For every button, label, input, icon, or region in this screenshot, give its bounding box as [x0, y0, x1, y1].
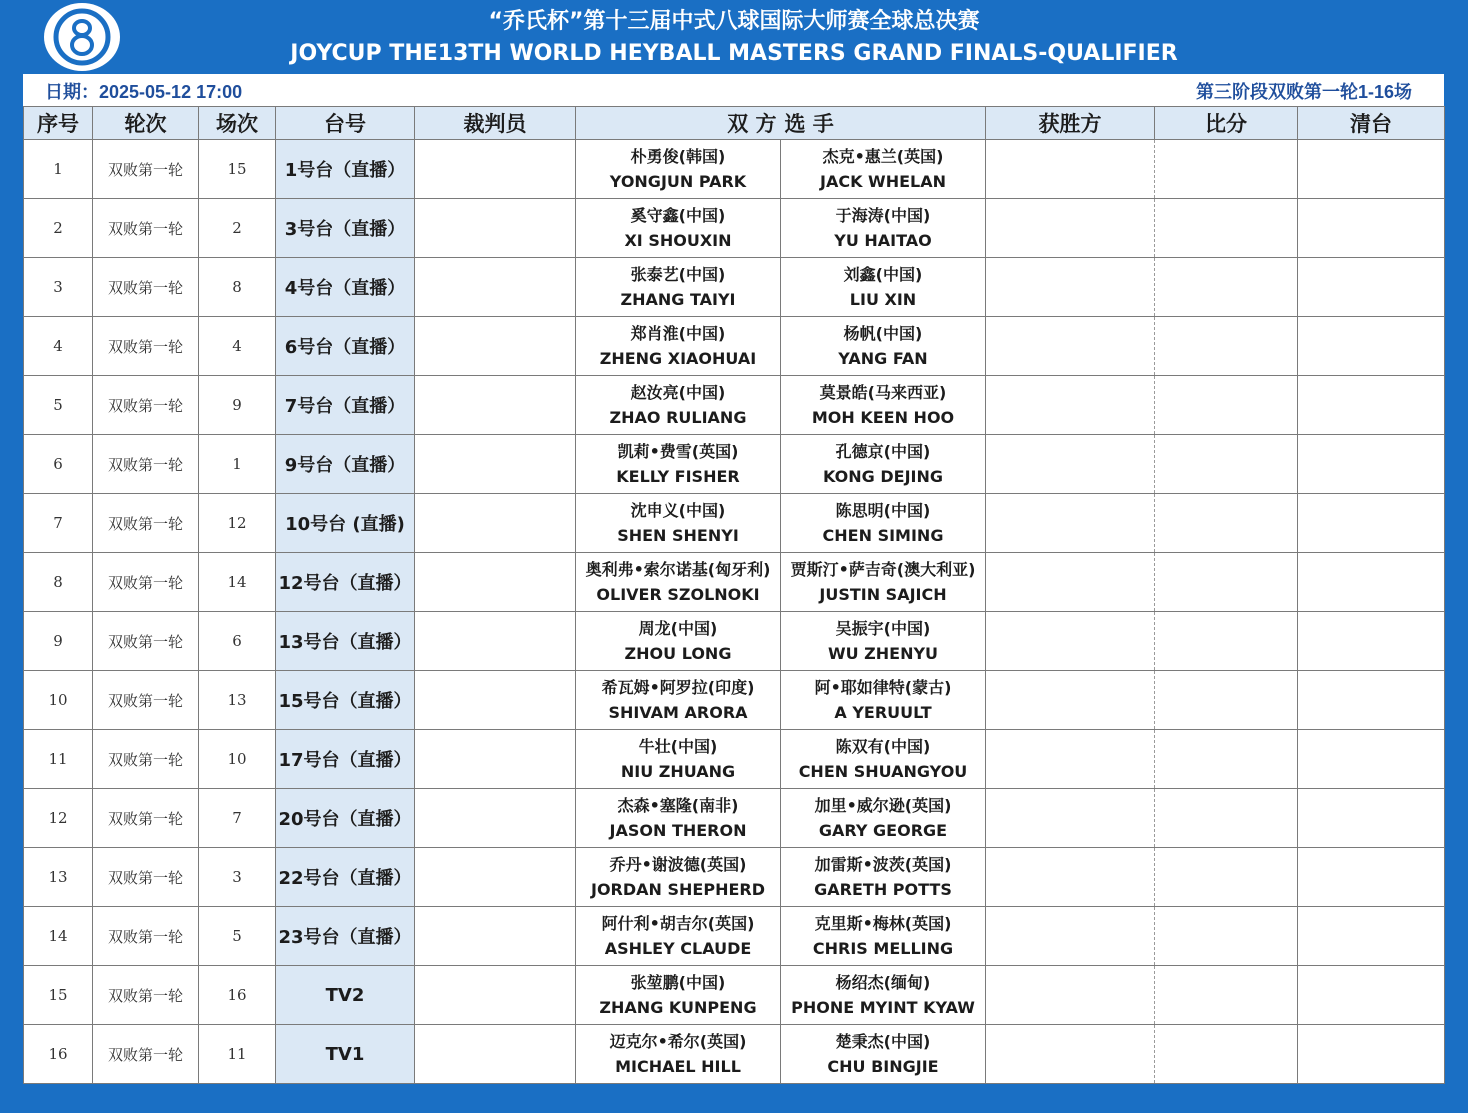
seq-cell: 14 — [24, 907, 93, 966]
clear-cell — [1298, 376, 1445, 435]
table-row — [24, 140, 1445, 199]
player-a-cell — [576, 376, 781, 435]
player-a-cn: 周龙(中国) — [638, 619, 718, 638]
seq-cell: 13 — [24, 848, 93, 907]
player-a-cn: 奚守鑫(中国) — [630, 206, 726, 225]
round-cell: 双败第一轮 — [93, 966, 199, 1025]
match-cell: 12 — [199, 494, 276, 553]
score-cell — [1155, 376, 1298, 435]
player-a-cn: 赵汝亮(中国) — [630, 383, 726, 402]
winner-cell — [986, 317, 1155, 376]
player-b-cell — [781, 966, 986, 1025]
player-a-cn: 朴勇俊(韩国) — [630, 147, 726, 166]
clear-cell — [1298, 199, 1445, 258]
col-round: 轮次 — [93, 107, 199, 140]
referee-cell — [415, 376, 576, 435]
clear-cell — [1298, 1025, 1445, 1084]
player-a-cell — [576, 258, 781, 317]
seq-cell: 5 — [24, 376, 93, 435]
table-cell: 4号台（直播） — [276, 258, 415, 317]
match-cell: 14 — [199, 553, 276, 612]
round-cell: 双败第一轮 — [93, 848, 199, 907]
table-row — [24, 966, 1445, 1025]
table-cell: 7号台（直播） — [276, 376, 415, 435]
player-a-cell — [576, 612, 781, 671]
round-cell: 双败第一轮 — [93, 376, 199, 435]
player-a-cell — [576, 435, 781, 494]
player-b-cn: 阿•耶如律特(蒙古) — [814, 678, 952, 697]
player-a-cn: 凯莉•费雪(英国) — [617, 442, 739, 461]
match-cell: 5 — [199, 907, 276, 966]
clear-cell — [1298, 730, 1445, 789]
player-a-en: MICHAEL HILL — [615, 1057, 741, 1076]
table-cell: 22号台（直播） — [276, 848, 415, 907]
round-cell: 双败第一轮 — [93, 494, 199, 553]
winner-cell — [986, 258, 1155, 317]
player-b-en: KONG DEJING — [822, 467, 943, 486]
seq-cell: 10 — [24, 671, 93, 730]
player-a-cn: 奥利弗•索尔诺基(匈牙利) — [585, 560, 771, 579]
clear-cell — [1298, 140, 1445, 199]
winner-cell — [986, 553, 1155, 612]
round-cell: 双败第一轮 — [93, 907, 199, 966]
match-cell: 6 — [199, 612, 276, 671]
seq-cell: 7 — [24, 494, 93, 553]
table-row — [24, 671, 1445, 730]
player-b-cn: 杰克•惠兰(英国) — [822, 147, 944, 166]
round-cell: 双败第一轮 — [93, 140, 199, 199]
winner-cell — [986, 671, 1155, 730]
player-a-cell — [576, 789, 781, 848]
player-a-cell — [576, 966, 781, 1025]
seq-cell: 15 — [24, 966, 93, 1025]
player-b-en: CHU BINGJIE — [827, 1057, 939, 1076]
seq-cell: 9 — [24, 612, 93, 671]
round-cell: 双败第一轮 — [93, 612, 199, 671]
referee-cell — [415, 907, 576, 966]
table-row — [24, 258, 1445, 317]
referee-cell — [415, 612, 576, 671]
col-players-b: 选 手 — [781, 107, 986, 140]
score-cell — [1155, 317, 1298, 376]
match-cell: 7 — [199, 789, 276, 848]
player-a-cn: 郑肖淮(中国) — [630, 324, 726, 343]
table-cell: 15号台（直播） — [276, 671, 415, 730]
player-b-cn: 莫景皓(马来西亚) — [819, 383, 947, 402]
clear-cell — [1298, 671, 1445, 730]
player-b-cell — [781, 258, 986, 317]
player-b-cn: 加里•威尔逊(英国) — [814, 796, 952, 815]
table-row — [24, 199, 1445, 258]
match-cell: 13 — [199, 671, 276, 730]
round-cell: 双败第一轮 — [93, 317, 199, 376]
col-winner: 获胜方 — [986, 107, 1155, 140]
player-b-cell — [781, 1025, 986, 1084]
score-cell — [1155, 140, 1298, 199]
player-b-en: YANG FAN — [838, 349, 928, 368]
table-row — [24, 317, 1445, 376]
table-cell: TV2 — [276, 966, 415, 1025]
table-row — [24, 789, 1445, 848]
col-table: 台号 — [276, 107, 415, 140]
score-cell — [1155, 671, 1298, 730]
col-clear: 清台 — [1298, 107, 1445, 140]
player-a-cell — [576, 671, 781, 730]
player-b-en: GARETH POTTS — [814, 880, 952, 899]
player-b-cn: 楚秉杰(中国) — [835, 1032, 931, 1051]
player-a-cn: 沈申义(中国) — [630, 501, 726, 520]
date-label: 日期：2025-05-12 17:00 — [45, 82, 243, 102]
referee-cell — [415, 258, 576, 317]
player-b-cell — [781, 435, 986, 494]
referee-cell — [415, 140, 576, 199]
referee-cell — [415, 494, 576, 553]
player-a-cn: 牛壮(中国) — [638, 737, 718, 756]
table-cell: 13号台（直播） — [276, 612, 415, 671]
round-cell: 双败第一轮 — [93, 199, 199, 258]
round-cell: 双败第一轮 — [93, 1025, 199, 1084]
match-cell: 1 — [199, 435, 276, 494]
referee-cell — [415, 435, 576, 494]
winner-cell — [986, 789, 1155, 848]
score-cell — [1155, 553, 1298, 612]
player-a-cell — [576, 199, 781, 258]
player-b-en: CHEN SHUANGYOU — [798, 762, 968, 781]
table-row — [24, 730, 1445, 789]
player-b-cn: 加雷斯•波茨(英国) — [814, 855, 952, 874]
seq-cell: 11 — [24, 730, 93, 789]
player-b-cn: 陈思明(中国) — [835, 501, 931, 520]
seq-cell: 1 — [24, 140, 93, 199]
player-a-en: NIU ZHUANG — [620, 762, 736, 781]
player-a-cell — [576, 848, 781, 907]
player-a-cn: 迈克尔•希尔(英国) — [609, 1032, 747, 1051]
player-b-en: YU HAITAO — [834, 231, 932, 250]
seq-cell: 16 — [24, 1025, 93, 1084]
player-b-en: PHONE MYINT KYAW — [791, 998, 975, 1017]
score-cell — [1155, 199, 1298, 258]
match-cell: 2 — [199, 199, 276, 258]
score-cell — [1155, 494, 1298, 553]
schedule-table — [23, 106, 1445, 1084]
table-cell: TV1 — [276, 1025, 415, 1084]
player-b-en: CHEN SIMING — [822, 526, 944, 545]
table-cell: 9号台（直播） — [276, 435, 415, 494]
player-b-cell — [781, 376, 986, 435]
seq-cell: 4 — [24, 317, 93, 376]
player-a-en: SHIVAM ARORA — [608, 703, 748, 722]
round-cell: 双败第一轮 — [93, 730, 199, 789]
player-a-en: ASHLEY CLAUDE — [604, 939, 752, 958]
clear-cell — [1298, 494, 1445, 553]
col-referee: 裁判员 — [415, 107, 576, 140]
referee-cell — [415, 730, 576, 789]
clear-cell — [1298, 317, 1445, 376]
player-a-en: ZHANG KUNPENG — [599, 998, 757, 1017]
winner-cell — [986, 848, 1155, 907]
referee-cell — [415, 966, 576, 1025]
match-cell: 3 — [199, 848, 276, 907]
winner-cell — [986, 966, 1155, 1025]
player-a-en: SHEN SHENYI — [617, 526, 739, 545]
player-a-cn: 阿什利•胡吉尔(英国) — [601, 914, 755, 933]
player-b-cn: 克里斯•梅林(英国) — [814, 914, 952, 933]
referee-cell — [415, 671, 576, 730]
seq-cell: 12 — [24, 789, 93, 848]
header-row — [24, 107, 1445, 140]
table-cell: 6号台（直播） — [276, 317, 415, 376]
clear-cell — [1298, 612, 1445, 671]
col-match: 场次 — [199, 107, 276, 140]
referee-cell — [415, 553, 576, 612]
col-score: 比分 — [1155, 107, 1298, 140]
player-a-cn: 张堃鹏(中国) — [630, 973, 726, 992]
player-b-cn: 杨帆(中国) — [843, 324, 923, 343]
table-row — [24, 494, 1445, 553]
player-b-en: GARY GEORGE — [818, 821, 948, 840]
table-row — [24, 553, 1445, 612]
referee-cell — [415, 317, 576, 376]
score-cell — [1155, 612, 1298, 671]
round-cell: 双败第一轮 — [93, 553, 199, 612]
clear-cell — [1298, 966, 1445, 1025]
player-b-cell — [781, 199, 986, 258]
player-b-cell — [781, 317, 986, 376]
header — [0, 0, 1468, 74]
player-a-cn: 杰森•塞隆(南非) — [617, 796, 739, 815]
player-b-cn: 贾斯汀•萨吉奇(澳大利亚) — [790, 560, 976, 579]
player-b-en: JUSTIN SAJICH — [819, 585, 947, 604]
player-b-cn: 吴振宇(中国) — [835, 619, 931, 638]
clear-cell — [1298, 258, 1445, 317]
player-b-cell — [781, 907, 986, 966]
round-cell: 双败第一轮 — [93, 435, 199, 494]
player-b-en: MOH KEEN HOO — [811, 408, 955, 427]
player-b-en: LIU XIN — [849, 290, 917, 309]
winner-cell — [986, 907, 1155, 966]
player-b-cn: 孔德京(中国) — [835, 442, 931, 461]
player-a-en: JORDAN SHEPHERD — [591, 880, 765, 899]
clear-cell — [1298, 553, 1445, 612]
player-b-cell — [781, 789, 986, 848]
winner-cell — [986, 494, 1155, 553]
match-cell: 16 — [199, 966, 276, 1025]
player-b-en: A YERUULT — [834, 703, 932, 722]
table-cell: 20号台（直播） — [276, 789, 415, 848]
score-cell — [1155, 258, 1298, 317]
player-a-cn: 乔丹•谢波德(英国) — [609, 855, 747, 874]
col-seq: 序号 — [24, 107, 93, 140]
player-a-en: ZHAO RULIANG — [609, 408, 747, 427]
title-chinese: “乔氏杯”第十三届中式八球国际大师赛全球总决赛 — [488, 9, 980, 34]
player-a-cell — [576, 553, 781, 612]
match-cell: 8 — [199, 258, 276, 317]
stage-label: 第三阶段双败第一轮1-16场 — [1195, 82, 1412, 102]
winner-cell — [986, 199, 1155, 258]
score-cell — [1155, 435, 1298, 494]
player-a-cn: 张泰艺(中国) — [630, 265, 726, 284]
table-row — [24, 848, 1445, 907]
player-b-cell — [781, 553, 986, 612]
match-cell: 11 — [199, 1025, 276, 1084]
winner-cell — [986, 435, 1155, 494]
round-cell: 双败第一轮 — [93, 789, 199, 848]
player-a-en: KELLY FISHER — [616, 467, 740, 486]
player-b-en: JACK WHELAN — [820, 172, 946, 191]
player-b-cn: 陈双有(中国) — [835, 737, 931, 756]
player-b-cn: 于海涛(中国) — [835, 206, 931, 225]
clear-cell — [1298, 789, 1445, 848]
player-a-cell — [576, 494, 781, 553]
player-a-en: XI SHOUXIN — [624, 231, 732, 250]
clear-cell — [1298, 435, 1445, 494]
player-b-cn: 刘鑫(中国) — [843, 265, 923, 284]
player-b-cell — [781, 612, 986, 671]
player-a-cell — [576, 907, 781, 966]
clear-cell — [1298, 907, 1445, 966]
table-cell: 17号台（直播） — [276, 730, 415, 789]
table-cell: 23号台（直播） — [276, 907, 415, 966]
table-row — [24, 612, 1445, 671]
winner-cell — [986, 730, 1155, 789]
player-b-cell — [781, 848, 986, 907]
winner-cell — [986, 1025, 1155, 1084]
score-cell — [1155, 730, 1298, 789]
seq-cell: 8 — [24, 553, 93, 612]
player-a-en: ZHOU LONG — [624, 644, 732, 663]
seq-cell: 2 — [24, 199, 93, 258]
score-cell — [1155, 1025, 1298, 1084]
player-a-cell — [576, 317, 781, 376]
clear-cell — [1298, 848, 1445, 907]
table-row — [24, 1025, 1445, 1084]
score-cell — [1155, 966, 1298, 1025]
match-cell: 4 — [199, 317, 276, 376]
score-cell — [1155, 789, 1298, 848]
col-players-a: 双 方 — [576, 107, 781, 140]
round-cell: 双败第一轮 — [93, 258, 199, 317]
table-row — [24, 376, 1445, 435]
table-row — [24, 435, 1445, 494]
seq-cell: 3 — [24, 258, 93, 317]
player-b-cell — [781, 671, 986, 730]
table-cell: 3号台（直播） — [276, 199, 415, 258]
player-a-cn: 希瓦姆•阿罗拉(印度) — [601, 678, 755, 697]
info-row — [23, 74, 1444, 107]
player-a-cell — [576, 1025, 781, 1084]
score-cell — [1155, 907, 1298, 966]
schedule-sheet — [23, 74, 1444, 1083]
winner-cell — [986, 140, 1155, 199]
referee-cell — [415, 848, 576, 907]
player-a-en: OLIVER SZOLNOKI — [596, 585, 760, 604]
table-cell: 10号台 (直播) — [276, 494, 415, 553]
round-cell: 双败第一轮 — [93, 671, 199, 730]
player-a-en: YONGJUN PARK — [609, 172, 747, 191]
referee-cell — [415, 1025, 576, 1084]
player-b-en: WU ZHENYU — [827, 644, 939, 663]
score-cell — [1155, 848, 1298, 907]
player-a-en: JASON THERON — [609, 821, 747, 840]
player-b-cn: 杨绍杰(缅甸) — [835, 973, 931, 992]
table-cell: 12号台（直播） — [276, 553, 415, 612]
player-b-cell — [781, 494, 986, 553]
referee-cell — [415, 199, 576, 258]
match-cell: 10 — [199, 730, 276, 789]
winner-cell — [986, 612, 1155, 671]
seq-cell: 6 — [24, 435, 93, 494]
player-a-cell — [576, 730, 781, 789]
player-b-cell — [781, 730, 986, 789]
player-a-cell — [576, 140, 781, 199]
match-cell: 9 — [199, 376, 276, 435]
player-a-en: ZHANG TAIYI — [620, 290, 736, 309]
table-row — [24, 907, 1445, 966]
table-cell: 1号台（直播） — [276, 140, 415, 199]
winner-cell — [986, 376, 1155, 435]
player-b-en: CHRIS MELLING — [812, 939, 954, 958]
match-cell: 15 — [199, 140, 276, 199]
referee-cell — [415, 789, 576, 848]
title-english: JOYCUP THE13TH WORLD HEYBALL MASTERS GRAND FINALS-QUALIFIER — [290, 41, 1178, 66]
player-b-cell — [781, 140, 986, 199]
player-a-en: ZHENG XIAOHUAI — [599, 349, 757, 368]
